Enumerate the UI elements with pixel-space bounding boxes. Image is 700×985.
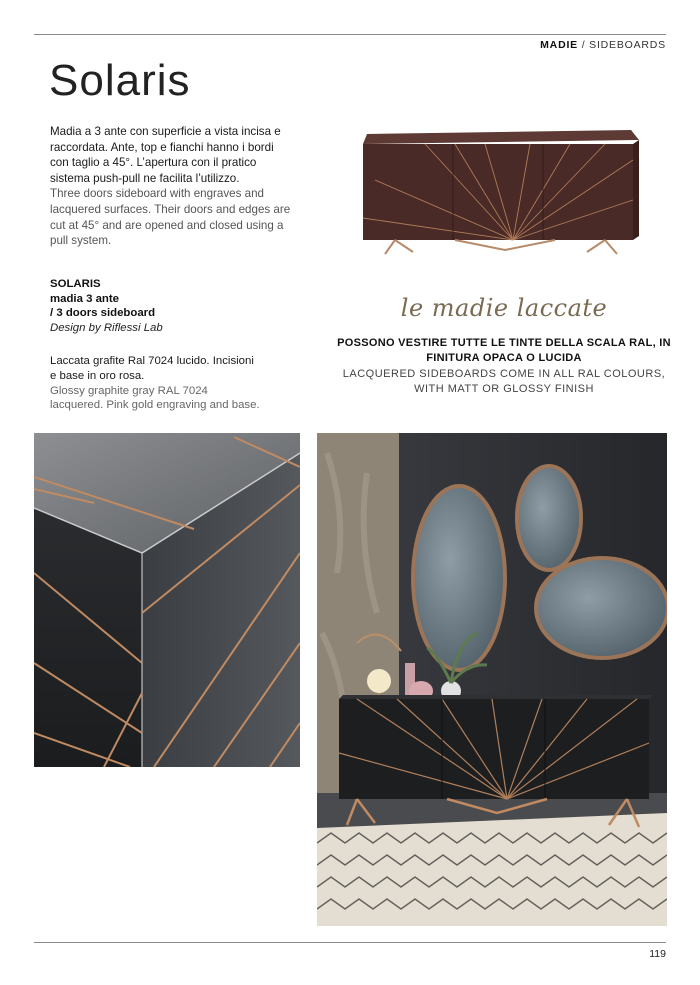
interior-scene-photo [317,433,667,926]
spec-type-en: / 3 doors sideboard [50,307,156,320]
sideboard-product-photo [355,120,645,260]
claim-english: LACQUERED SIDEBOARDS COME IN ALL RAL COLOURS, WITH MATT OR GLOSSY FINISH [342,368,666,395]
finish-italian: Laccata grafite Ral 7024 lucido. Incisioni e base in oro rosa. [50,355,254,382]
description-english: Three doors sideboard with engraves and lacquered surfaces. Their doors and edges are cut at 45° and are opened and closed using a pull system. [50,187,291,248]
top-rule [34,34,666,35]
bottom-rule [34,942,666,943]
script-heading: le madie laccate [400,294,608,322]
page-title: Solaris [49,56,191,105]
corner-detail-photo [34,433,300,767]
category-main: MADIE [540,39,578,51]
description-italian: Madia a 3 ante con superficie a vista incisa e raccordata. Ante, top e fianchi hanno i bordi con taglio a 45°. L’apertura con il pratico sistema push-pull ne facilita l’utilizzo. [50,125,281,185]
spec-type-it: madia 3 ante [50,292,120,305]
claim-italian: POSSONO VESTIRE TUTTE LE TINTE DELLA SCALA RAL, IN FINITURA OPACA O LUCIDA [337,337,671,364]
page-number: 119 [649,948,666,960]
finish-english: Glossy graphite gray RAL 7024 lacquered. Pink gold engraving and base. [50,384,260,412]
product-description [50,124,294,249]
section-breadcrumb [540,39,666,51]
product-specs [50,277,260,413]
spec-name: SOLARIS [50,278,101,290]
category-sub: / SIDEBOARDS [577,39,666,51]
design-credit: Design by Riflessi Lab [50,321,163,334]
